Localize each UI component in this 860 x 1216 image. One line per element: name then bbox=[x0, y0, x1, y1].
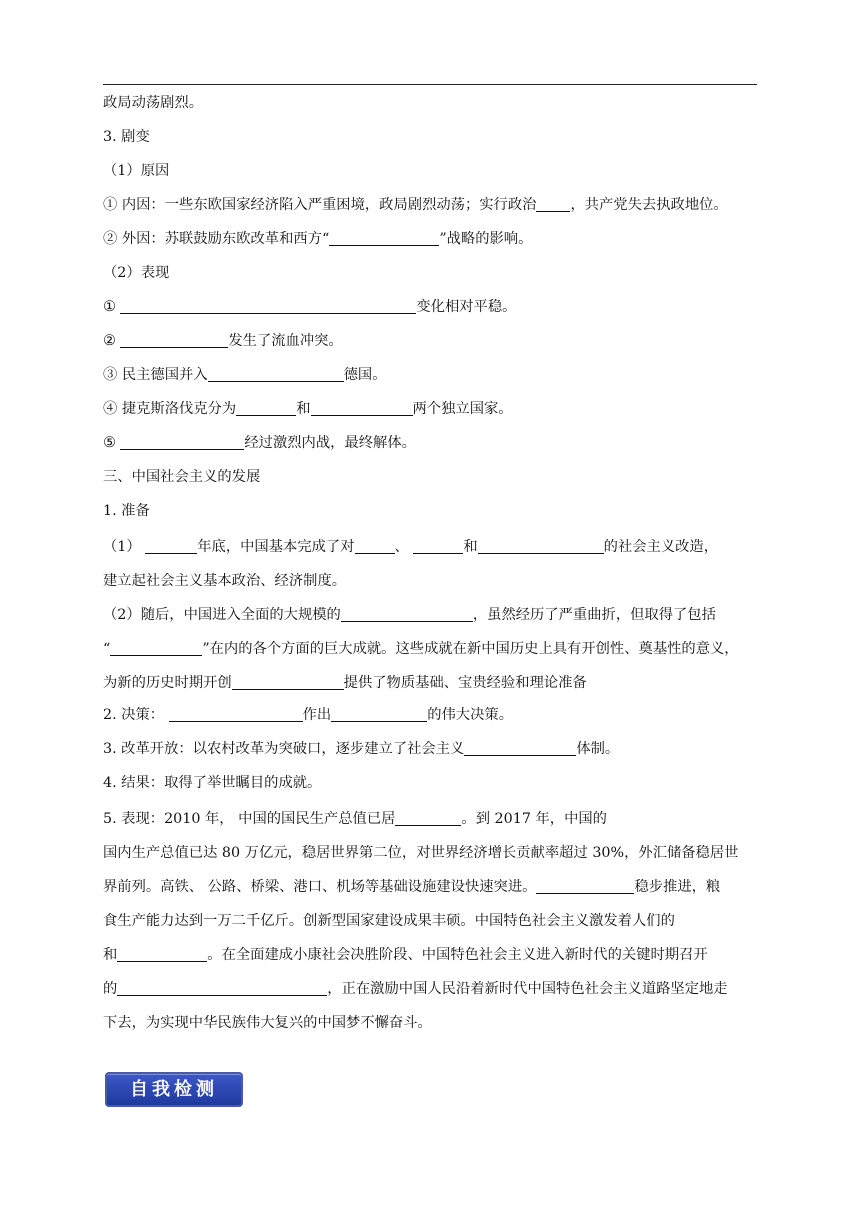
fill-in-blank[interactable] bbox=[331, 705, 427, 722]
text: 的伟大决策。 bbox=[427, 707, 513, 723]
fill-in-blank[interactable] bbox=[536, 195, 570, 212]
section-heading bbox=[103, 462, 757, 496]
text-line bbox=[103, 326, 757, 360]
text: 政局动荡剧烈。 bbox=[103, 95, 204, 111]
fill-in-blank[interactable] bbox=[117, 945, 207, 962]
text: 为新的历史时期开创 bbox=[103, 675, 232, 691]
fill-in-blank[interactable] bbox=[145, 537, 197, 554]
text: 3. 剧变 bbox=[103, 129, 150, 145]
text-line bbox=[103, 768, 757, 802]
fill-in-blank[interactable] bbox=[413, 537, 463, 554]
text: ”战略的影响。 bbox=[439, 231, 533, 247]
text: ③ 民主德国并入 bbox=[103, 367, 208, 383]
text: ”在内的各个方面的巨大成就。这些成就在新中国历史上具有开创性、奠基性的意义， bbox=[202, 641, 739, 657]
text-line bbox=[103, 224, 757, 258]
text-line bbox=[103, 428, 757, 462]
fill-in-blank[interactable] bbox=[120, 297, 416, 314]
fill-in-blank[interactable] bbox=[232, 673, 344, 690]
self-check-badge: 自我检测 bbox=[105, 1072, 243, 1107]
text: 2. 决策： bbox=[103, 707, 165, 723]
fill-in-blank[interactable] bbox=[395, 809, 461, 826]
text: 和 bbox=[103, 947, 118, 963]
fill-in-blank[interactable] bbox=[169, 705, 303, 722]
text: ② 外因：苏联鼓励东欧改革和西方“ bbox=[103, 231, 330, 247]
header-rule bbox=[103, 84, 757, 85]
text: 1. 准备 bbox=[103, 503, 150, 519]
text: （1）原因 bbox=[103, 163, 170, 179]
text: 三、中国社会主义的发展 bbox=[103, 469, 261, 485]
fill-in-blank[interactable] bbox=[464, 739, 576, 756]
text: “ bbox=[103, 641, 111, 657]
fill-in-blank[interactable] bbox=[120, 331, 228, 348]
text: 作出 bbox=[302, 707, 332, 723]
paragraph bbox=[103, 530, 757, 598]
text-line bbox=[103, 88, 757, 122]
text: 的 bbox=[103, 981, 118, 997]
text: ④ 捷克斯洛伐克分为 bbox=[103, 401, 237, 417]
text: 4. 结果：取得了举世瞩目的成就。 bbox=[103, 775, 322, 791]
text: （2）表现 bbox=[103, 265, 170, 281]
paragraph bbox=[103, 802, 757, 1040]
text: 5. 表现：2010 年， 中国的国民生产总值已居 bbox=[103, 811, 396, 827]
text: 稳步推进，粮 bbox=[634, 879, 721, 895]
subsection-heading bbox=[103, 496, 757, 530]
text: 发生了流血冲突。 bbox=[228, 333, 343, 349]
worksheet-body bbox=[103, 88, 757, 1040]
text: （1） bbox=[103, 539, 141, 555]
text: 建立起社会主义基本政治、经济制度。 bbox=[103, 573, 347, 589]
fill-in-blank[interactable] bbox=[341, 605, 473, 622]
text: 。到 2017 年，中国的 bbox=[461, 811, 607, 827]
subsection-heading bbox=[103, 258, 757, 292]
text: 经过激烈内战，最终解体。 bbox=[244, 435, 416, 451]
text: 国内生产总值已达 80 万亿元，稳居世界第二位，对世界经济增长贡献率超过 30%，外汇储备稳居世 bbox=[103, 845, 739, 861]
text: 食生产能力达到一万二千亿斤。创新型国家建设成果丰硕。中国特色社会主义激发着人们的 bbox=[103, 913, 675, 929]
text: 下去，为实现中华民族伟大复兴的中国梦不懈奋斗。 bbox=[103, 1015, 432, 1031]
text: 德国。 bbox=[343, 367, 387, 383]
text-line bbox=[103, 360, 757, 394]
text: 和 bbox=[296, 401, 311, 417]
fill-in-blank[interactable] bbox=[117, 979, 327, 996]
text: 和 bbox=[463, 539, 478, 555]
fill-in-blank[interactable] bbox=[236, 399, 296, 416]
fill-in-blank[interactable] bbox=[208, 365, 344, 382]
text: 两个独立国家。 bbox=[412, 401, 513, 417]
text: 界前列。高铁、 公路、桥梁、港口、机场等基础设施建设快速突进。 bbox=[103, 879, 537, 895]
text: 的社会主义改造， bbox=[603, 539, 719, 555]
fill-in-blank[interactable] bbox=[478, 537, 604, 554]
text: ，共产党失去执政地位。 bbox=[570, 197, 728, 213]
text: 变化相对平稳。 bbox=[416, 299, 517, 315]
fill-in-blank[interactable] bbox=[120, 433, 244, 450]
text: 提供了物质基础、宝贵经验和理论准备 bbox=[343, 675, 587, 691]
text-line bbox=[103, 734, 757, 768]
fill-in-blank[interactable] bbox=[355, 537, 395, 554]
text: 、 bbox=[394, 539, 409, 555]
text: ① 内因：一些东欧国家经济陷入严重困境，政局剧烈动荡；实行政治 bbox=[103, 197, 537, 213]
text: ，正在激励中国人民沿着新时代中国特色社会主义道路坚定地走 bbox=[327, 981, 728, 997]
text: 3. 改革开放：以农村改革为突破口，逐步建立了社会主义 bbox=[103, 741, 465, 757]
text: 。在全面建成小康社会决胜阶段、中国特色社会主义进入新时代的关键时期召开 bbox=[207, 947, 708, 963]
subsection-heading bbox=[103, 156, 757, 190]
text-line bbox=[103, 292, 757, 326]
fill-in-blank[interactable] bbox=[311, 399, 413, 416]
fill-in-blank[interactable] bbox=[536, 877, 634, 894]
section-heading bbox=[103, 122, 757, 156]
text: ，虽然经历了严重曲折，但取得了包括 bbox=[472, 607, 716, 623]
fill-in-blank[interactable] bbox=[329, 229, 439, 246]
text: ⑤ bbox=[103, 435, 116, 451]
text: 体制。 bbox=[576, 741, 620, 757]
text-line bbox=[103, 190, 757, 224]
text-line bbox=[103, 700, 757, 734]
paragraph bbox=[103, 598, 757, 700]
text: ① bbox=[103, 299, 116, 315]
text: ② bbox=[103, 333, 116, 349]
fill-in-blank[interactable] bbox=[110, 639, 202, 656]
text: 年底，中国基本完成了对 bbox=[197, 539, 355, 555]
text: （2）随后，中国进入全面的大规模的 bbox=[103, 607, 341, 623]
text-line bbox=[103, 394, 757, 428]
